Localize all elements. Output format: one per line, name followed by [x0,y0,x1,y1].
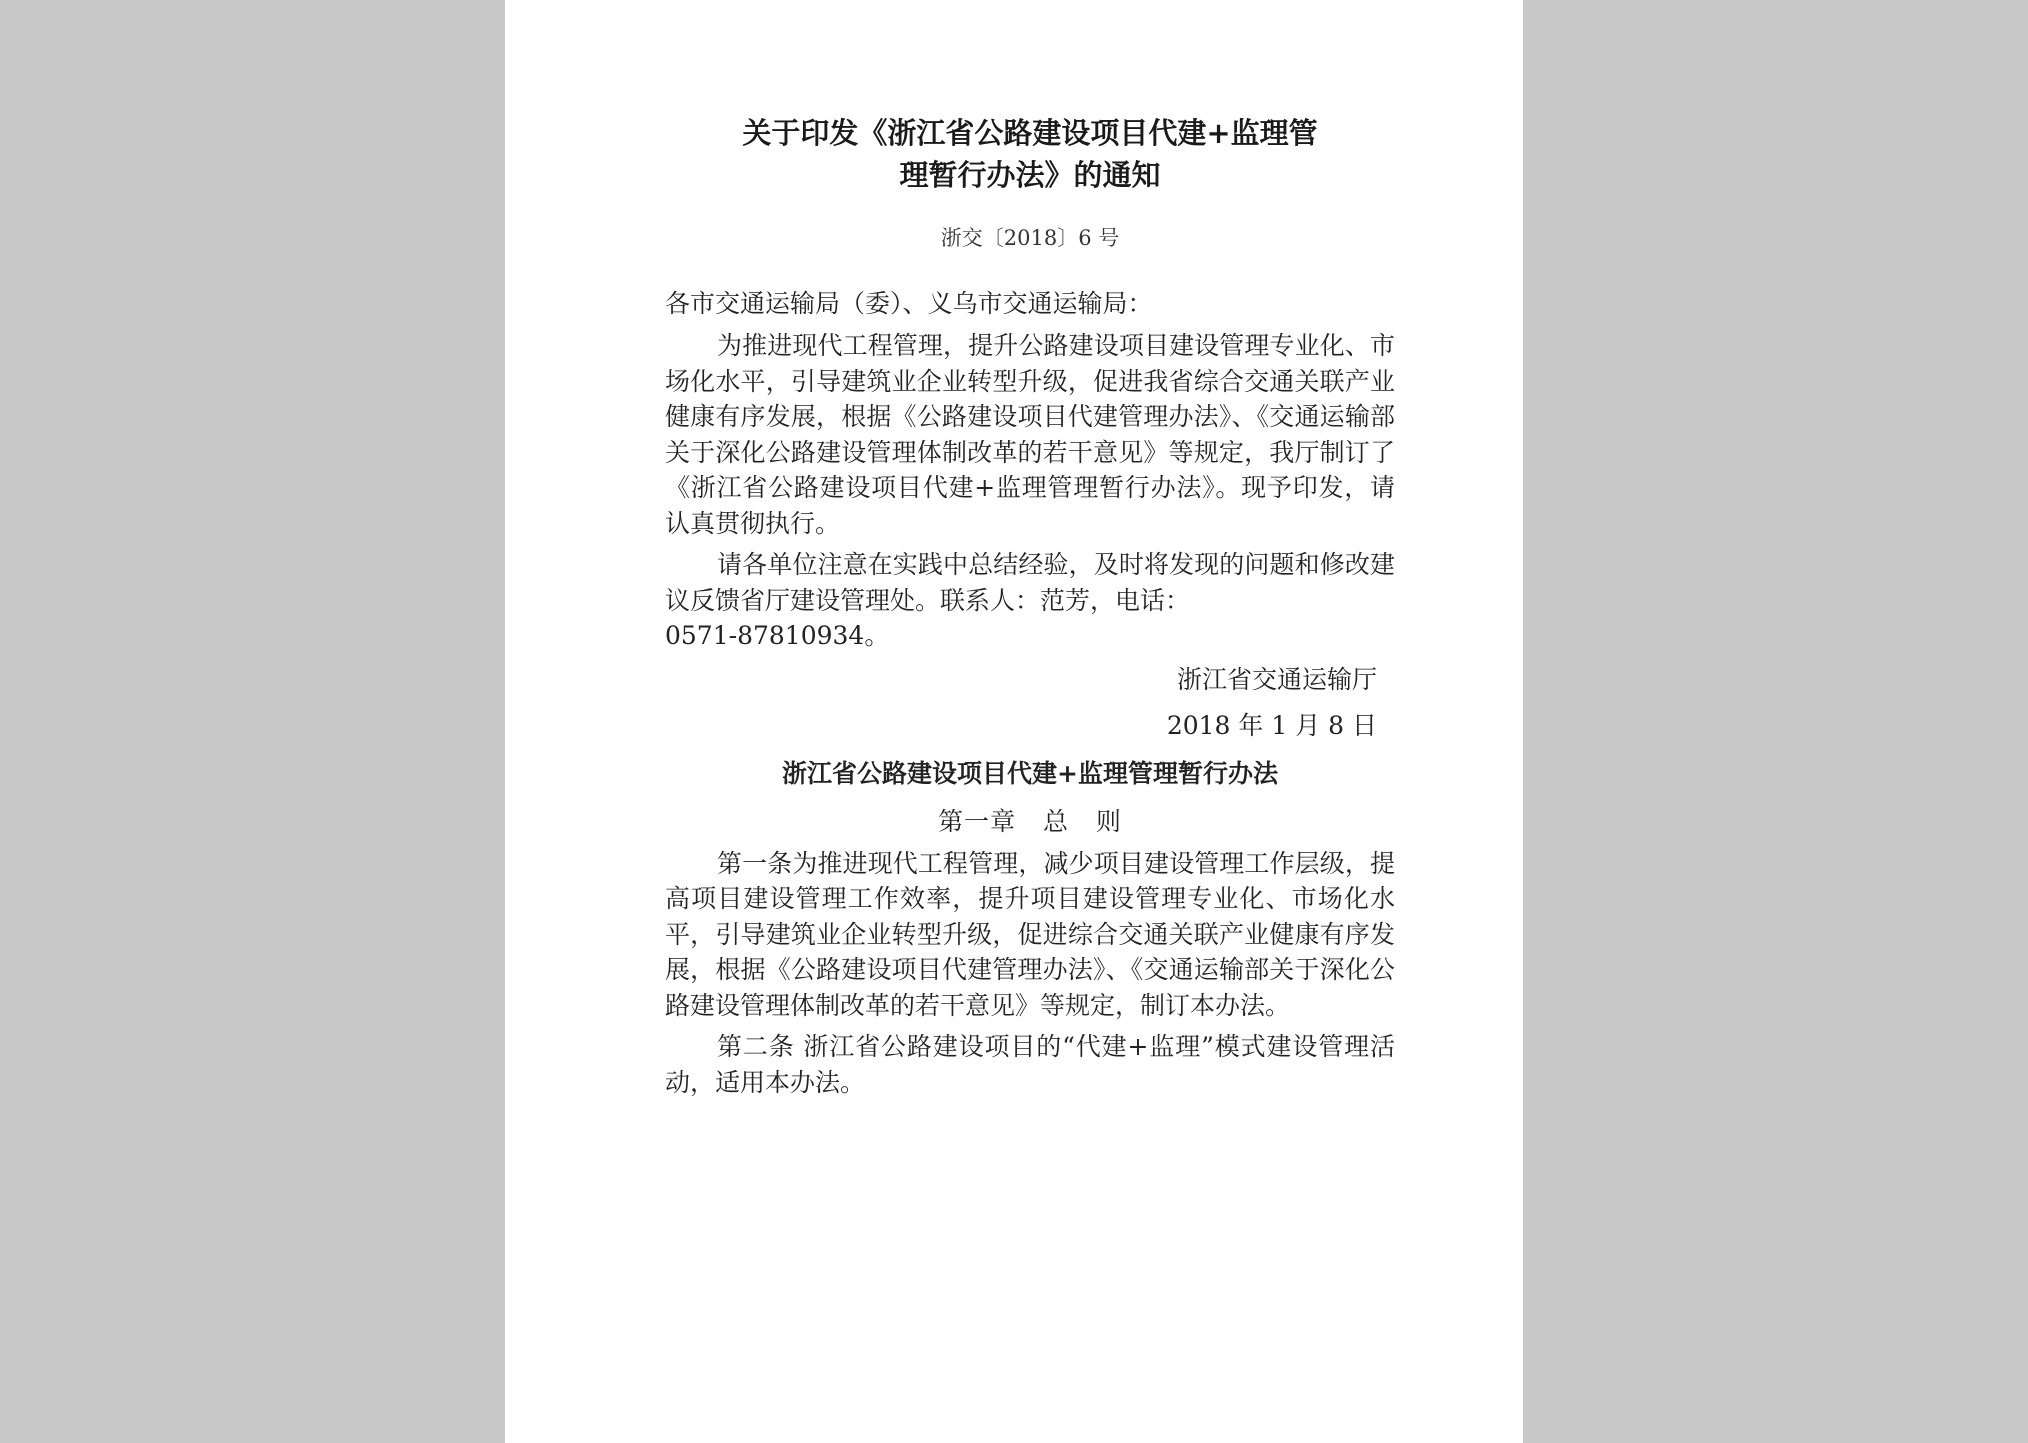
chapter-heading: 第一章 总 则 [938,806,1122,836]
issuing-authority: 浙江省交通运输厅 [1176,664,1377,694]
document-number: 浙交〔2018〕6 号 [940,226,1120,250]
notice-title [665,112,1395,196]
issue-date: 2018 年 1 月 8 日 [1166,710,1377,740]
notice-paragraph-1: 为推进现代工程管理，提升公路建设项目建设管理专业化、市场化水平，引导建筑业企业转型升级，促进我省综合交通关联产业健康有序发展，根据《公路建设项目代建管理办法》、《交通运输部关于深化公路建设管理体制改革的若干意见》等规定，我厅制订了《浙江省公路建设项目代建+监理管理暂行办法》。现予印发，请认真贯彻执行。 [665,331,1395,538]
article-1: 第一条为推进现代工程管理，减少项目建设管理工作层级，提高项目建设管理工作效率，提升项目建设管理专业化、市场化水平，引导建筑业企业转型升级，促进综合交通关联产业健康有序发展，根据《公路建设项目代建管理办法》、《交通运输部关于深化公路建设管理体制改革的若干意见》等规定，制订本办法。 [665,848,1395,1020]
notice-paragraph-2 [665,547,1395,654]
notice-paragraph-2-text: 请各单位注意在实践中总结经验，及时将发现的问题和修改建议反馈省厅建设管理处。联系人：范芳，电话： [665,550,1395,615]
salutation: 各市交通运输局（委）、义乌市交通运输局： [665,289,1153,318]
notice-title-line2: 理暂行办法》的通知 [899,158,1161,192]
article-2: 第二条 浙江省公路建设项目的“代建+监理”模式建设管理活动，适用本办法。 [665,1032,1395,1097]
notice-title-line1: 关于印发《浙江省公路建设项目代建+监理管 [742,116,1318,150]
contact-phone: 0571-87810934。 [665,621,890,650]
document-content [665,112,1395,1100]
document-page [505,0,1523,1443]
measures-title: 浙江省公路建设项目代建+监理管理暂行办法 [782,758,1278,788]
